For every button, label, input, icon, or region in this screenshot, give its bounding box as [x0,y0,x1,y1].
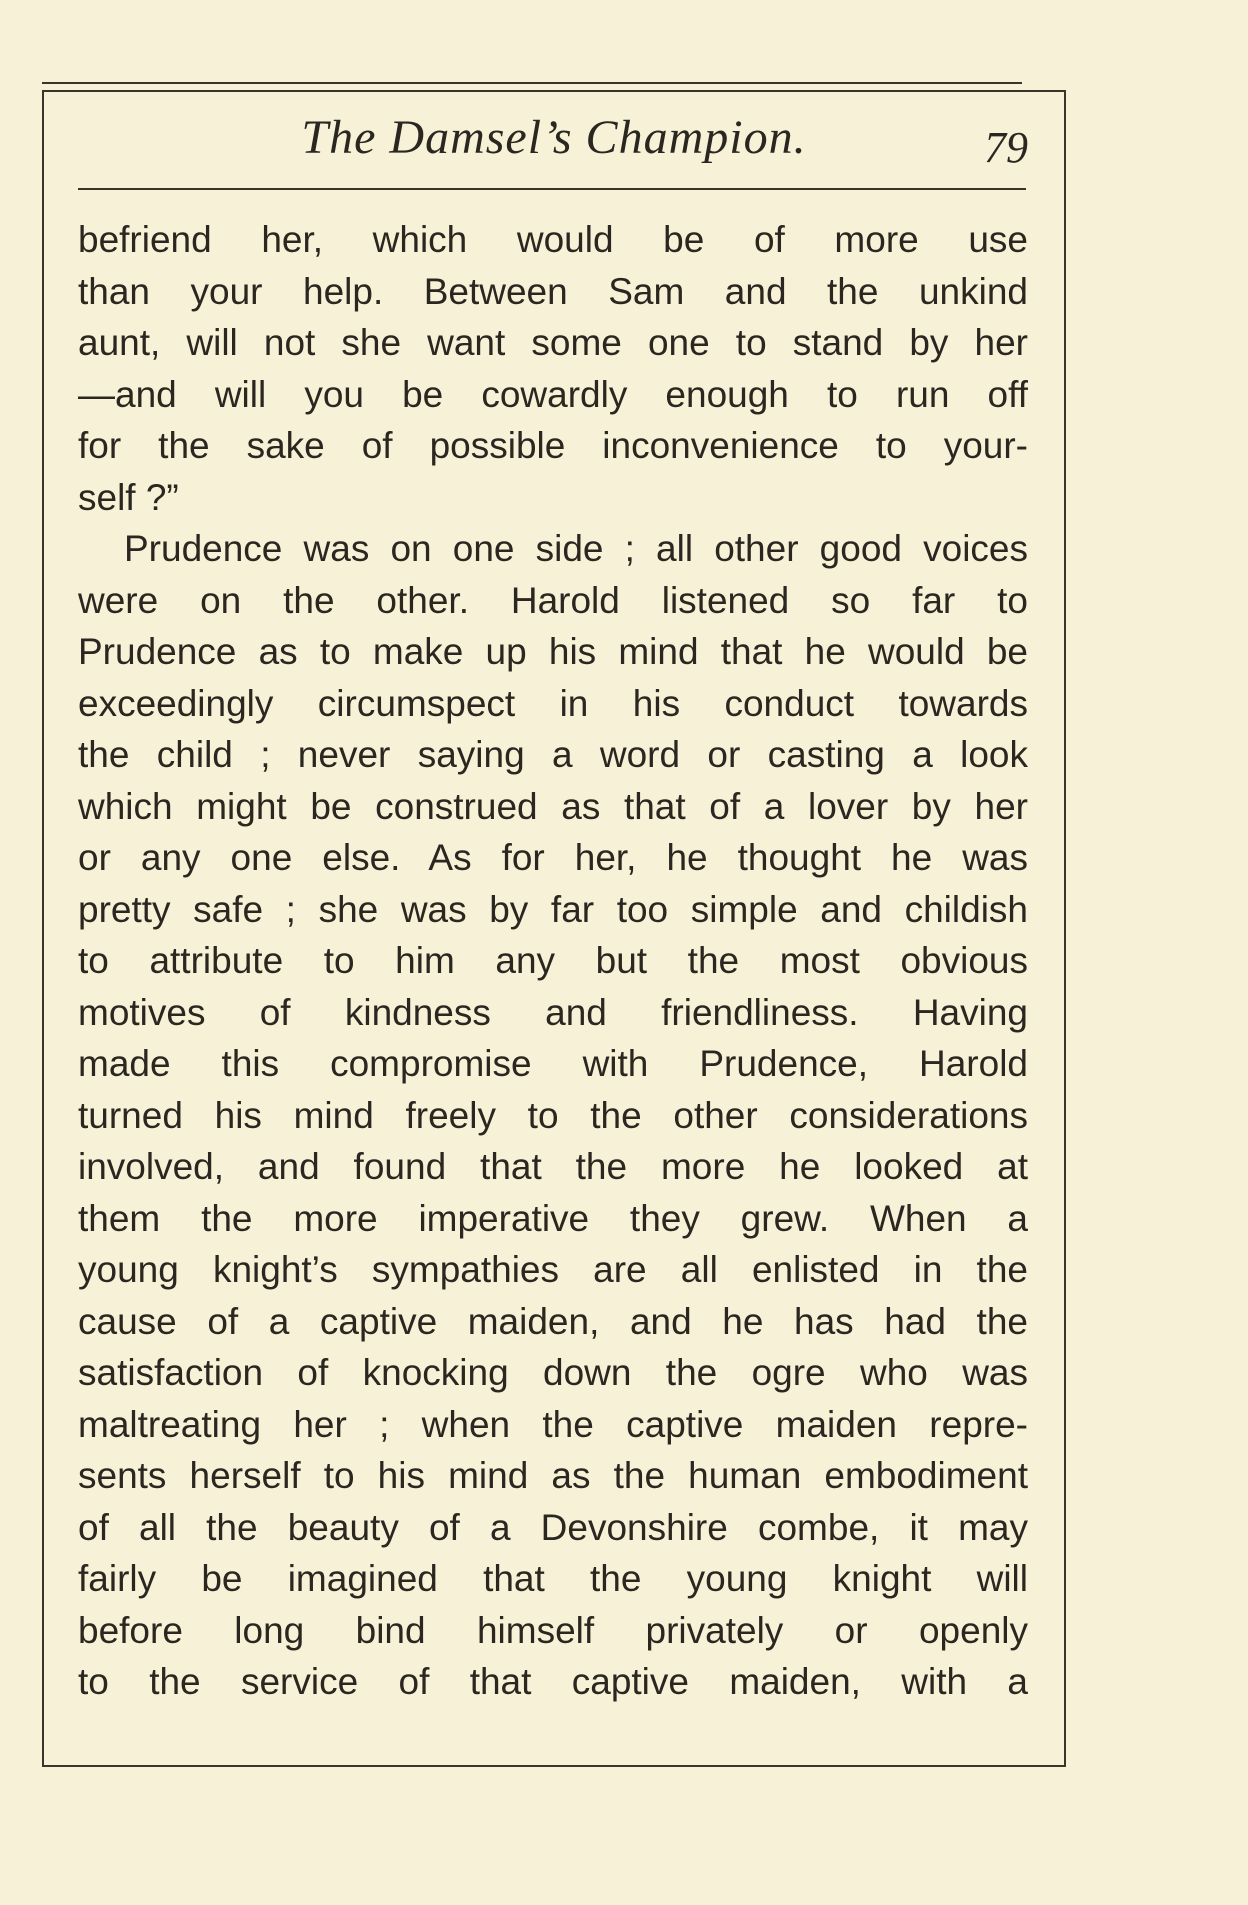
text-line: made this compromise with Prudence, Harold [78,1043,1028,1084]
text-line: than your help. Between Sam and the unkind [78,270,1028,312]
text-line: exceedingly circumspect in his conduct towards [78,682,1028,724]
text-line: turned his mind freely to the other considerations [78,1094,1028,1136]
text-line: Prudence was on one side ; all other good voices [124,528,1028,569]
running-title: The Damsel’s Champion. [301,111,807,164]
text-line: cause of a captive maiden, and he has had the [78,1300,1028,1342]
text-line: before long bind himself privately or openly [78,1609,1028,1651]
page-number: 79 [984,123,1028,172]
text-line: the child ; never saying a word or casting a look [78,734,1028,775]
text-line: of all the beauty of a Devonshire combe, it may [78,1506,1028,1548]
text-line: sents herself to his mind as the human embodiment [78,1455,1028,1496]
header-rule [78,188,1026,190]
text-line: befriend her, which would be of more use [78,219,1028,260]
text-line: self ?” [78,476,179,518]
page-header [42,102,1066,182]
text-line: fairly be imagined that the young knight will [78,1558,1028,1599]
text-line: Prudence as to make up his mind that he would be [78,631,1028,672]
text-line: pretty safe ; she was by far too simple and childish [78,888,1028,930]
text-line: young knight’s sympathies are all enlisted in the [78,1249,1028,1290]
text-line: which might be construed as that of a lover by her [78,785,1028,827]
text-line: were on the other. Harold listened so far to [78,579,1028,621]
body-text [78,214,1028,1708]
text-line: them the more imperative they grew. When a [78,1197,1028,1239]
text-line: or any one else. As for her, he thought he was [78,837,1028,878]
text-line: aunt, will not she want some one to stand by her [78,322,1028,363]
text-line: for the sake of possible inconvenience to your- [78,425,1028,466]
text-line: maltreating her ; when the captive maiden repre- [78,1403,1028,1445]
text-line: motives of kindness and friendliness. Having [78,991,1028,1033]
text-line: to the service of that captive maiden, with a [78,1661,1028,1702]
text-line: to attribute to him any but the most obvious [78,940,1028,981]
text-line: satisfaction of knocking down the ogre who was [78,1352,1028,1393]
text-line: —and will you be cowardly enough to run off [78,373,1028,415]
frame-top-rule [42,82,1022,84]
text-line: involved, and found that the more he looked at [78,1146,1028,1187]
